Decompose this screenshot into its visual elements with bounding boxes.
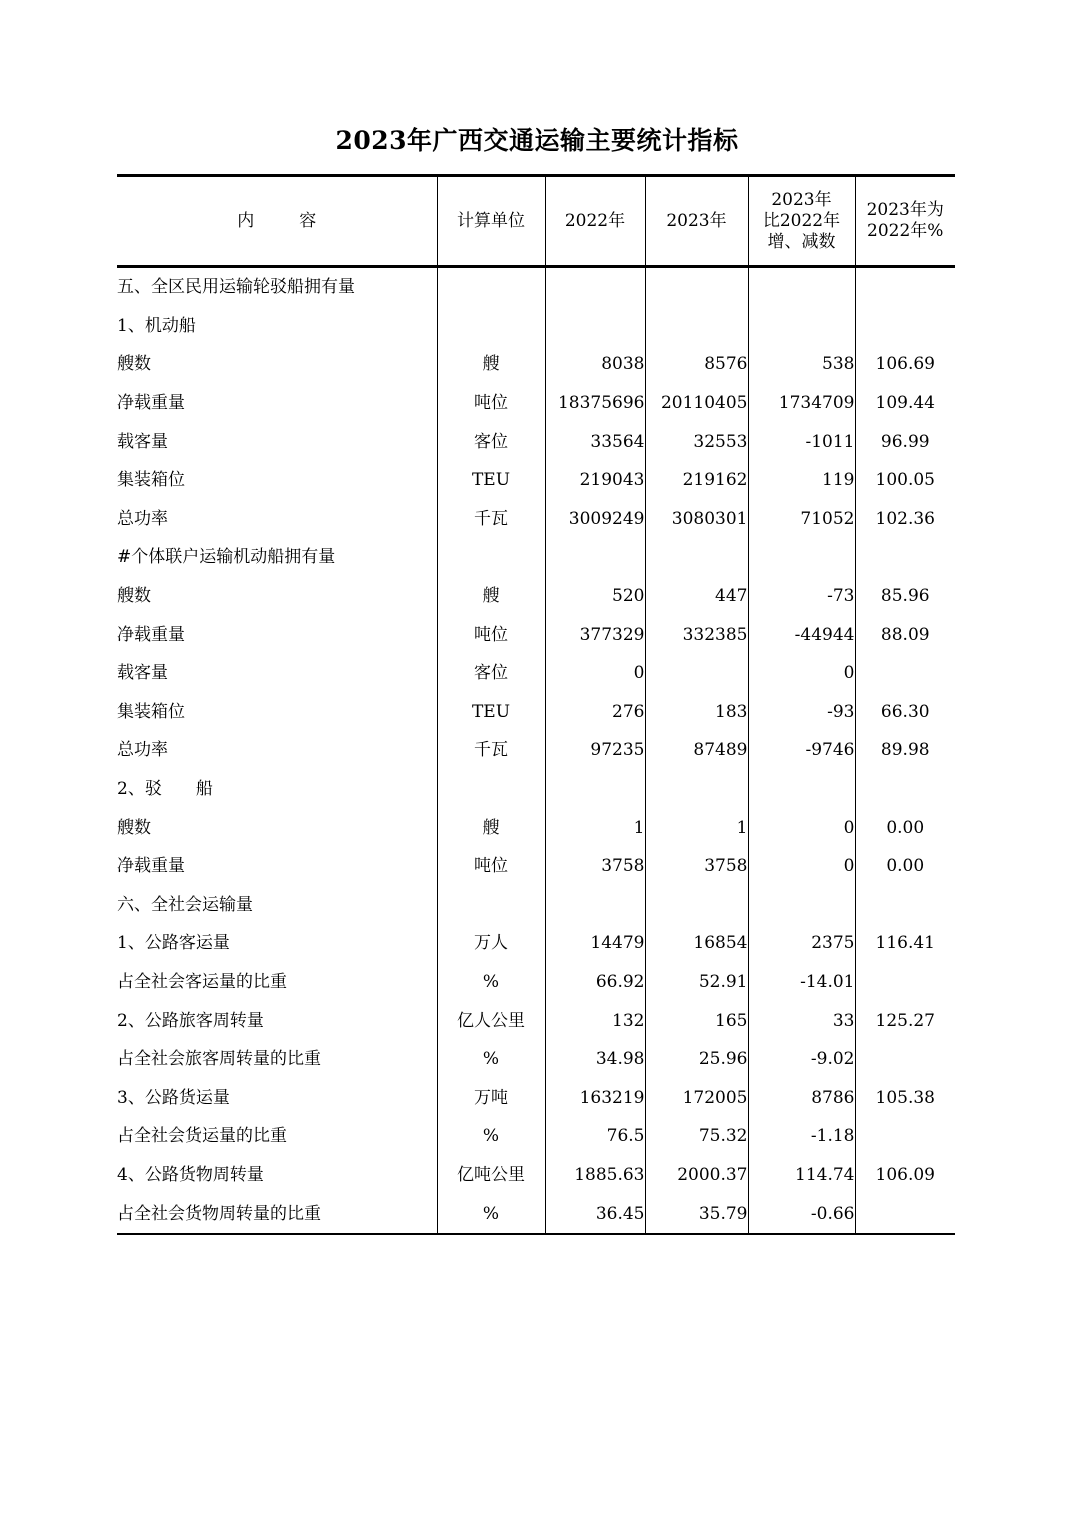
row-value-difference xyxy=(748,267,855,307)
row-label: 集装箱位 xyxy=(117,470,185,491)
row-value-difference xyxy=(748,886,855,925)
table-header-row xyxy=(117,176,955,267)
row-value-difference: 0 xyxy=(748,654,855,693)
row-value-2023: 183 xyxy=(645,693,748,732)
table-row xyxy=(117,886,955,925)
table-row xyxy=(117,384,955,423)
row-value-2023: 25.96 xyxy=(645,1040,748,1079)
row-label: 4、公路货物周转量 xyxy=(117,1164,264,1185)
row-unit: 吨位 xyxy=(437,615,545,654)
row-value-2023: 35.79 xyxy=(645,1194,748,1234)
statistics-table-wrapper xyxy=(117,174,955,1235)
table-row xyxy=(117,538,955,577)
table-body xyxy=(117,176,955,1235)
row-unit: % xyxy=(437,1194,545,1234)
row-value-2022: 1885.63 xyxy=(545,1156,645,1195)
row-label: 总功率 xyxy=(117,508,168,529)
row-value-percent xyxy=(855,1194,955,1234)
row-label: 净载重量 xyxy=(117,393,185,414)
row-unit: % xyxy=(437,1040,545,1079)
row-value-2022 xyxy=(545,307,645,346)
row-value-difference: -93 xyxy=(748,693,855,732)
table-row xyxy=(117,654,955,693)
row-value-difference: -14.01 xyxy=(748,963,855,1002)
row-value-2023: 32553 xyxy=(645,422,748,461)
row-value-percent: 109.44 xyxy=(855,384,955,423)
row-value-2022: 520 xyxy=(545,577,645,616)
row-value-percent xyxy=(855,1117,955,1156)
table-row xyxy=(117,577,955,616)
row-unit: % xyxy=(437,963,545,1002)
row-value-2023: 447 xyxy=(645,577,748,616)
row-label: 2、公路旅客周转量 xyxy=(117,1010,264,1031)
row-value-2022 xyxy=(545,886,645,925)
row-value-2023: 8576 xyxy=(645,345,748,384)
row-unit xyxy=(437,770,545,809)
row-unit: 千瓦 xyxy=(437,731,545,770)
row-label: 2、驳 船 xyxy=(117,779,213,800)
row-unit: TEU xyxy=(437,693,545,732)
table-row xyxy=(117,422,955,461)
row-value-2023: 332385 xyxy=(645,615,748,654)
column-header-difference-line-1: 2023年 xyxy=(771,189,832,210)
row-label: 净载重量 xyxy=(117,624,185,645)
row-value-percent xyxy=(855,538,955,577)
row-value-percent xyxy=(855,963,955,1002)
row-value-percent: 105.38 xyxy=(855,1078,955,1117)
row-value-2023: 75.32 xyxy=(645,1117,748,1156)
row-value-percent: 85.96 xyxy=(855,577,955,616)
row-unit: TEU xyxy=(437,461,545,500)
row-label: 1、机动船 xyxy=(117,315,196,336)
row-value-percent: 66.30 xyxy=(855,693,955,732)
row-label: 艘数 xyxy=(117,817,151,838)
row-value-percent xyxy=(855,307,955,346)
row-value-2022: 0 xyxy=(545,654,645,693)
row-value-difference: -44944 xyxy=(748,615,855,654)
row-unit: 千瓦 xyxy=(437,500,545,539)
row-label: 3、公路货运量 xyxy=(117,1087,230,1108)
row-value-2022 xyxy=(545,770,645,809)
row-value-percent: 0.00 xyxy=(855,808,955,847)
column-header-2023: 2023年 xyxy=(645,176,748,267)
row-value-difference: 1734709 xyxy=(748,384,855,423)
row-unit: 吨位 xyxy=(437,384,545,423)
row-value-2023: 165 xyxy=(645,1001,748,1040)
row-value-percent: 116.41 xyxy=(855,924,955,963)
column-header-content: 内 容 xyxy=(117,176,437,267)
row-unit: 客位 xyxy=(437,422,545,461)
row-unit: 万人 xyxy=(437,924,545,963)
page-title: 2023年广西交通运输主要统计指标 xyxy=(335,126,739,155)
table-row xyxy=(117,770,955,809)
table-row xyxy=(117,345,955,384)
row-value-percent xyxy=(855,770,955,809)
column-header-difference xyxy=(748,176,855,267)
row-label: 占全社会货物周转量的比重 xyxy=(117,1203,321,1224)
row-unit: 艘 xyxy=(437,808,545,847)
row-value-2023 xyxy=(645,538,748,577)
row-value-difference: -1011 xyxy=(748,422,855,461)
row-value-2023 xyxy=(645,267,748,307)
row-label: 艘数 xyxy=(117,354,151,375)
row-unit: 艘 xyxy=(437,577,545,616)
table-bottom-rule xyxy=(117,1234,955,1235)
column-header-percent-line-1: 2023年为 xyxy=(866,200,944,220)
row-value-2023: 20110405 xyxy=(645,384,748,423)
row-value-2022: 97235 xyxy=(545,731,645,770)
row-label: 占全社会客运量的比重 xyxy=(117,971,287,992)
row-value-percent: 100.05 xyxy=(855,461,955,500)
row-value-2022: 18375696 xyxy=(545,384,645,423)
row-value-difference: 0 xyxy=(748,808,855,847)
row-value-2022: 3758 xyxy=(545,847,645,886)
row-value-2022 xyxy=(545,538,645,577)
row-unit xyxy=(437,886,545,925)
row-label: #个体联户运输机动船拥有量 xyxy=(117,547,336,568)
table-row xyxy=(117,847,955,886)
row-value-percent xyxy=(855,886,955,925)
column-header-2022: 2022年 xyxy=(545,176,645,267)
row-value-percent: 102.36 xyxy=(855,500,955,539)
row-label: 五、全区民用运输轮驳船拥有量 xyxy=(117,267,437,307)
row-label: 1、公路客运量 xyxy=(117,933,230,954)
row-label: 集装箱位 xyxy=(117,701,185,722)
table-row xyxy=(117,500,955,539)
row-value-percent: 89.98 xyxy=(855,731,955,770)
row-value-2022: 14479 xyxy=(545,924,645,963)
row-label: 载客量 xyxy=(117,663,168,684)
row-value-percent: 106.69 xyxy=(855,345,955,384)
row-value-percent: 106.09 xyxy=(855,1156,955,1195)
row-value-2022: 132 xyxy=(545,1001,645,1040)
row-value-2023 xyxy=(645,654,748,693)
row-unit: 亿吨公里 xyxy=(437,1156,545,1195)
table-row xyxy=(117,963,955,1002)
row-value-2022: 76.5 xyxy=(545,1117,645,1156)
row-unit: 亿人公里 xyxy=(437,1001,545,1040)
row-value-2023: 16854 xyxy=(645,924,748,963)
row-value-2023: 172005 xyxy=(645,1078,748,1117)
table-row xyxy=(117,307,955,346)
row-value-percent: 125.27 xyxy=(855,1001,955,1040)
row-value-2022 xyxy=(545,267,645,307)
row-unit xyxy=(437,267,545,307)
row-value-2022: 163219 xyxy=(545,1078,645,1117)
column-header-unit: 计算单位 xyxy=(437,176,545,267)
row-value-2023 xyxy=(645,770,748,809)
row-value-2022: 1 xyxy=(545,808,645,847)
row-value-difference: 2375 xyxy=(748,924,855,963)
table-row xyxy=(117,1078,955,1117)
row-label: 总功率 xyxy=(117,740,168,761)
row-value-difference: 114.74 xyxy=(748,1156,855,1195)
row-unit: 万吨 xyxy=(437,1078,545,1117)
row-value-2023: 52.91 xyxy=(645,963,748,1002)
row-value-2022: 66.92 xyxy=(545,963,645,1002)
row-label: 占全社会货运量的比重 xyxy=(117,1126,287,1147)
row-label: 艘数 xyxy=(117,586,151,607)
row-value-2022: 3009249 xyxy=(545,500,645,539)
row-value-2022: 377329 xyxy=(545,615,645,654)
column-header-percent-line-2: 2022年% xyxy=(867,221,944,241)
row-value-difference: -73 xyxy=(748,577,855,616)
row-value-2022: 36.45 xyxy=(545,1194,645,1234)
row-label: 载客量 xyxy=(117,431,168,452)
row-value-difference: 33 xyxy=(748,1001,855,1040)
row-value-2023: 219162 xyxy=(645,461,748,500)
row-value-2022: 219043 xyxy=(545,461,645,500)
row-value-percent xyxy=(855,1040,955,1079)
column-header-percent xyxy=(855,176,955,267)
column-header-difference-line-3: 增、减数 xyxy=(767,231,836,252)
row-value-2023: 87489 xyxy=(645,731,748,770)
table-row xyxy=(117,808,955,847)
table-row xyxy=(117,924,955,963)
table-row xyxy=(117,1117,955,1156)
row-value-difference xyxy=(748,770,855,809)
row-value-difference: 119 xyxy=(748,461,855,500)
row-value-difference: -0.66 xyxy=(748,1194,855,1234)
row-label: 占全社会旅客周转量的比重 xyxy=(117,1049,321,1070)
table-row xyxy=(117,267,955,307)
row-unit: 客位 xyxy=(437,654,545,693)
row-value-percent xyxy=(855,654,955,693)
table-row xyxy=(117,1040,955,1079)
row-value-difference xyxy=(748,538,855,577)
table-row xyxy=(117,615,955,654)
row-unit xyxy=(437,538,545,577)
statistics-table xyxy=(117,174,955,1235)
row-value-difference: 0 xyxy=(748,847,855,886)
row-value-difference: -9746 xyxy=(748,731,855,770)
row-value-2023 xyxy=(645,886,748,925)
table-row xyxy=(117,1156,955,1195)
row-value-difference: 538 xyxy=(748,345,855,384)
row-value-percent: 88.09 xyxy=(855,615,955,654)
row-unit xyxy=(437,307,545,346)
row-value-2023: 2000.37 xyxy=(645,1156,748,1195)
row-value-difference: 8786 xyxy=(748,1078,855,1117)
row-label: 净载重量 xyxy=(117,856,185,877)
row-value-percent: 96.99 xyxy=(855,422,955,461)
table-row xyxy=(117,693,955,732)
row-value-2022: 276 xyxy=(545,693,645,732)
row-value-2022: 34.98 xyxy=(545,1040,645,1079)
row-label: 六、全社会运输量 xyxy=(117,894,253,915)
row-value-2023: 3758 xyxy=(645,847,748,886)
table-row xyxy=(117,1001,955,1040)
row-value-2022: 8038 xyxy=(545,345,645,384)
row-value-2023 xyxy=(645,307,748,346)
row-value-2023: 3080301 xyxy=(645,500,748,539)
row-value-difference: -9.02 xyxy=(748,1040,855,1079)
row-value-difference xyxy=(748,307,855,346)
row-value-2023: 1 xyxy=(645,808,748,847)
row-value-difference: -1.18 xyxy=(748,1117,855,1156)
table-row xyxy=(117,731,955,770)
column-header-difference-line-2: 比2022年 xyxy=(762,210,841,231)
table-row xyxy=(117,461,955,500)
row-unit: 吨位 xyxy=(437,847,545,886)
table-row xyxy=(117,1194,955,1234)
row-unit: 艘 xyxy=(437,345,545,384)
row-unit: % xyxy=(437,1117,545,1156)
row-value-difference: 71052 xyxy=(748,500,855,539)
row-value-percent xyxy=(855,267,955,307)
row-value-percent: 0.00 xyxy=(855,847,955,886)
row-value-2022: 33564 xyxy=(545,422,645,461)
